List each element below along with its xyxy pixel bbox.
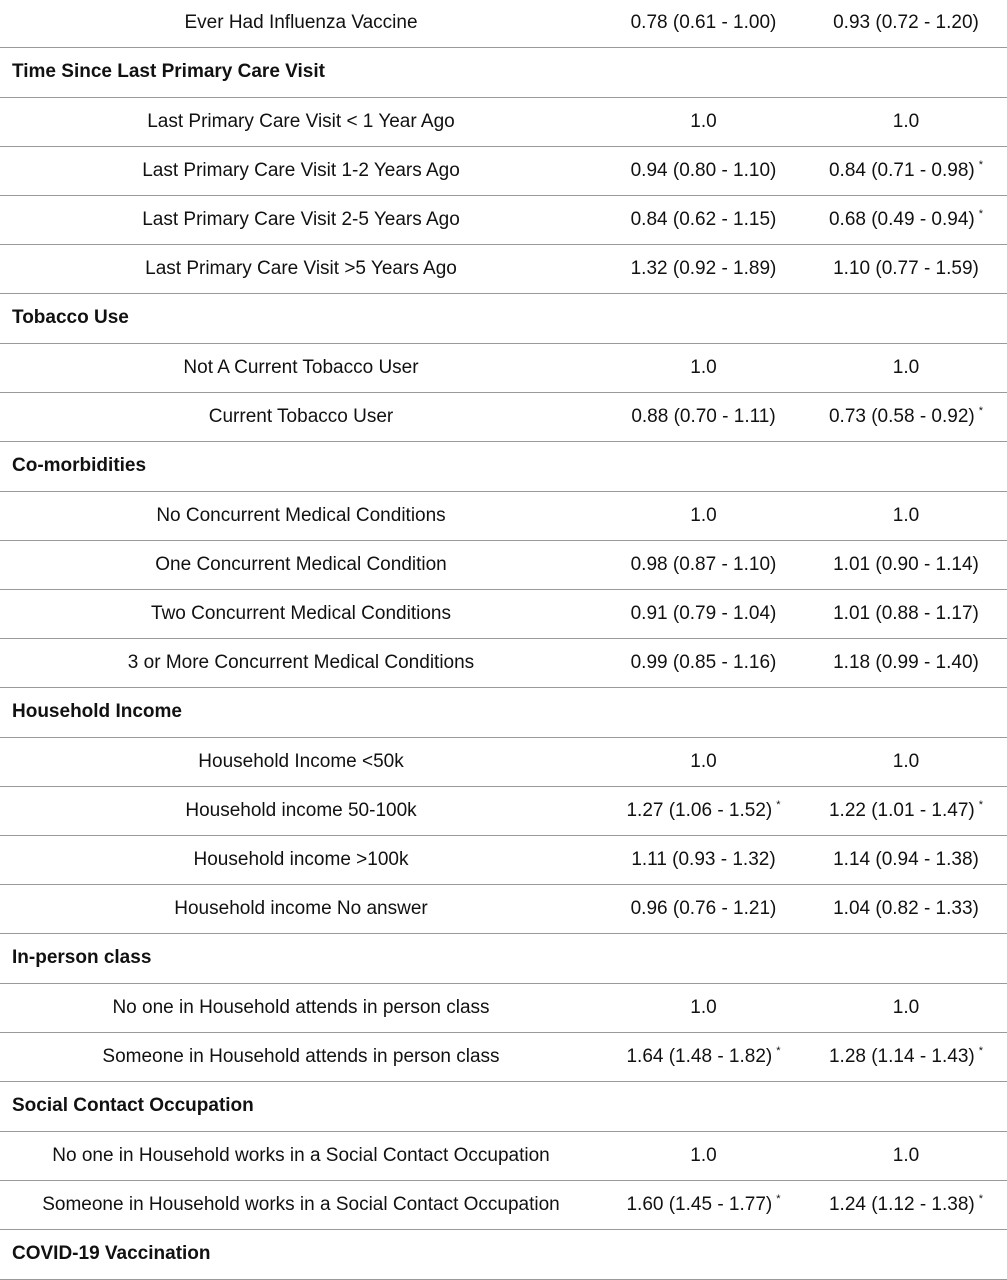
significance-marker: * <box>978 1045 984 1058</box>
odds-ratio-value: 1.0 <box>892 996 920 1018</box>
table-row <box>0 589 1007 638</box>
odds-ratio-cell-1 <box>602 392 805 441</box>
table-row <box>0 786 1007 835</box>
odds-ratio-value: 1.18 (0.99 - 1.40) <box>833 651 979 673</box>
table-row <box>0 1032 1007 1081</box>
odds-ratio-cell-2 <box>805 195 1007 244</box>
odds-ratio-cell-1 <box>602 589 805 638</box>
odds-ratio-cell-2 <box>805 638 1007 687</box>
odds-ratio-cell-1 <box>602 97 805 146</box>
row-label: Household income 50-100k <box>0 786 602 835</box>
odds-ratio-value: 1.0 <box>892 504 920 526</box>
table-row <box>0 1180 1007 1229</box>
odds-ratio-value: 0.78 (0.61 - 1.00) <box>630 12 777 34</box>
row-label: Someone in Household attends in person class <box>0 1032 602 1081</box>
row-label: Ever Had Influenza Vaccine <box>0 0 602 47</box>
odds-ratio-cell-2 <box>805 540 1007 589</box>
odds-ratio-cell-1 <box>602 638 805 687</box>
row-label: Last Primary Care Visit < 1 Year Ago <box>0 97 602 146</box>
significance-marker: * <box>978 208 984 221</box>
section-header-row <box>0 441 1007 491</box>
odds-ratio-value: 1.01 (0.90 - 1.14) <box>833 553 979 575</box>
table-row <box>0 1131 1007 1180</box>
odds-ratio-cell-2 <box>805 835 1007 884</box>
row-label: Last Primary Care Visit 1-2 Years Ago <box>0 146 602 195</box>
section-header: Time Since Last Primary Care Visit <box>0 47 1007 97</box>
odds-ratio-cell-1 <box>602 786 805 835</box>
section-header-row <box>0 47 1007 97</box>
row-label: No one in Household attends in person class <box>0 983 602 1032</box>
odds-ratio-cell-1 <box>602 195 805 244</box>
odds-ratio-value: 1.22 (1.01 - 1.47) <box>828 799 975 821</box>
row-label: Someone in Household works in a Social Contact Occupation <box>0 1180 602 1229</box>
row-label: Household income >100k <box>0 835 602 884</box>
significance-marker: * <box>978 1193 984 1206</box>
odds-ratio-cell-1 <box>602 983 805 1032</box>
significance-marker: * <box>978 405 984 418</box>
odds-ratio-value: 0.94 (0.80 - 1.10) <box>630 159 777 181</box>
row-label: No Concurrent Medical Conditions <box>0 491 602 540</box>
odds-ratio-value: 1.0 <box>690 996 717 1018</box>
row-label: One Concurrent Medical Condition <box>0 540 602 589</box>
odds-ratio-cell-2 <box>805 589 1007 638</box>
odds-ratio-cell-1 <box>602 1032 805 1081</box>
odds-ratio-value: 1.0 <box>892 750 920 772</box>
section-header-row <box>0 687 1007 737</box>
odds-ratio-value: 0.98 (0.87 - 1.10) <box>630 553 777 575</box>
odds-ratio-cell-1 <box>602 884 805 933</box>
table-row <box>0 0 1007 47</box>
section-header: Household Income <box>0 687 1007 737</box>
section-header-row <box>0 933 1007 983</box>
section-header: COVID-19 Vaccination <box>0 1229 1007 1279</box>
odds-ratio-cell-1 <box>602 1180 805 1229</box>
table-row <box>0 835 1007 884</box>
odds-ratio-value: 0.93 (0.72 - 1.20) <box>833 12 979 34</box>
row-label: Not A Current Tobacco User <box>0 343 602 392</box>
odds-ratio-cell-1 <box>602 835 805 884</box>
odds-ratio-cell-2 <box>805 392 1007 441</box>
odds-ratio-value: 0.91 (0.79 - 1.04) <box>630 602 777 624</box>
odds-ratio-value: 1.01 (0.88 - 1.17) <box>833 602 979 624</box>
odds-ratio-value: 0.84 (0.62 - 1.15) <box>630 208 777 230</box>
odds-ratio-value: 1.0 <box>892 356 920 378</box>
odds-ratio-cell-2 <box>805 0 1007 47</box>
row-label: Household income No answer <box>0 884 602 933</box>
table-row <box>0 983 1007 1032</box>
odds-ratio-value: 1.27 (1.06 - 1.52) <box>626 799 773 821</box>
odds-ratio-value: 1.11 (0.93 - 1.32) <box>631 848 776 870</box>
section-header: Social Contact Occupation <box>0 1081 1007 1131</box>
odds-ratio-cell-1 <box>602 244 805 293</box>
table-row <box>0 244 1007 293</box>
table-row <box>0 491 1007 540</box>
odds-ratio-cell-2 <box>805 1180 1007 1229</box>
odds-ratio-cell-2 <box>805 1131 1007 1180</box>
odds-ratio-cell-2 <box>805 491 1007 540</box>
odds-ratio-cell-2 <box>805 97 1007 146</box>
odds-ratio-cell-2 <box>805 244 1007 293</box>
odds-ratio-cell-1 <box>602 146 805 195</box>
table-row <box>0 343 1007 392</box>
odds-ratio-value: 1.0 <box>892 1144 920 1166</box>
row-label: No one in Household works in a Social Contact Occupation <box>0 1131 602 1180</box>
significance-marker: * <box>776 1193 781 1206</box>
odds-ratio-cell-2 <box>805 884 1007 933</box>
odds-ratio-cell-2 <box>805 737 1007 786</box>
odds-ratio-value: 1.64 (1.48 - 1.82) <box>626 1045 773 1067</box>
section-header-row <box>0 293 1007 343</box>
odds-ratio-value: 0.96 (0.76 - 1.21) <box>630 897 777 919</box>
significance-marker: * <box>978 799 984 812</box>
section-header: Tobacco Use <box>0 293 1007 343</box>
odds-ratio-value: 1.0 <box>690 356 717 378</box>
odds-ratio-value: 1.32 (0.92 - 1.89) <box>630 257 777 279</box>
odds-ratio-value: 0.88 (0.70 - 1.11) <box>631 405 776 427</box>
section-header-row <box>0 1229 1007 1279</box>
odds-ratio-cell-1 <box>602 737 805 786</box>
odds-ratio-cell-1 <box>602 0 805 47</box>
odds-ratio-cell-2 <box>805 786 1007 835</box>
table-row <box>0 540 1007 589</box>
significance-marker: * <box>776 1045 781 1058</box>
table-row <box>0 638 1007 687</box>
table-row <box>0 146 1007 195</box>
odds-ratio-value: 1.0 <box>690 504 717 526</box>
section-header: In-person class <box>0 933 1007 983</box>
odds-ratio-value: 1.60 (1.45 - 1.77) <box>626 1193 773 1215</box>
odds-ratio-cell-1 <box>602 540 805 589</box>
odds-ratio-cell-1 <box>602 1131 805 1180</box>
odds-ratio-cell-1 <box>602 343 805 392</box>
odds-ratio-value: 1.0 <box>892 110 920 132</box>
odds-ratio-cell-2 <box>805 146 1007 195</box>
table-row <box>0 97 1007 146</box>
odds-ratio-value: 0.68 (0.49 - 0.94) <box>828 208 975 230</box>
table-row <box>0 195 1007 244</box>
significance-marker: * <box>776 799 781 812</box>
table-row <box>0 884 1007 933</box>
odds-ratio-value: 1.28 (1.14 - 1.43) <box>828 1045 975 1067</box>
table-row <box>0 737 1007 786</box>
row-label: 3 or More Concurrent Medical Conditions <box>0 638 602 687</box>
table-row <box>0 392 1007 441</box>
significance-marker: * <box>978 159 984 172</box>
section-header-row <box>0 1081 1007 1131</box>
odds-ratio-value: 1.14 (0.94 - 1.38) <box>833 848 979 870</box>
odds-ratio-value: 0.99 (0.85 - 1.16) <box>630 651 777 673</box>
odds-ratio-cell-2 <box>805 983 1007 1032</box>
odds-ratio-value: 1.0 <box>690 1144 717 1166</box>
odds-ratio-cell-2 <box>805 1032 1007 1081</box>
odds-ratio-value: 1.10 (0.77 - 1.59) <box>833 257 979 279</box>
odds-ratio-cell-1 <box>602 491 805 540</box>
row-label: Last Primary Care Visit >5 Years Ago <box>0 244 602 293</box>
odds-ratio-value: 1.24 (1.12 - 1.38) <box>828 1193 975 1215</box>
section-header: Co-morbidities <box>0 441 1007 491</box>
row-label: Current Tobacco User <box>0 392 602 441</box>
odds-ratio-value: 1.0 <box>690 750 717 772</box>
row-label: Household Income <50k <box>0 737 602 786</box>
odds-ratio-cell-2 <box>805 343 1007 392</box>
odds-ratio-value: 0.73 (0.58 - 0.92) <box>828 405 975 427</box>
odds-ratio-value: 1.0 <box>690 110 717 132</box>
odds-ratio-value: 1.04 (0.82 - 1.33) <box>833 897 979 919</box>
row-label: Last Primary Care Visit 2-5 Years Ago <box>0 195 602 244</box>
row-label: Two Concurrent Medical Conditions <box>0 589 602 638</box>
odds-ratio-value: 0.84 (0.71 - 0.98) <box>828 159 975 181</box>
